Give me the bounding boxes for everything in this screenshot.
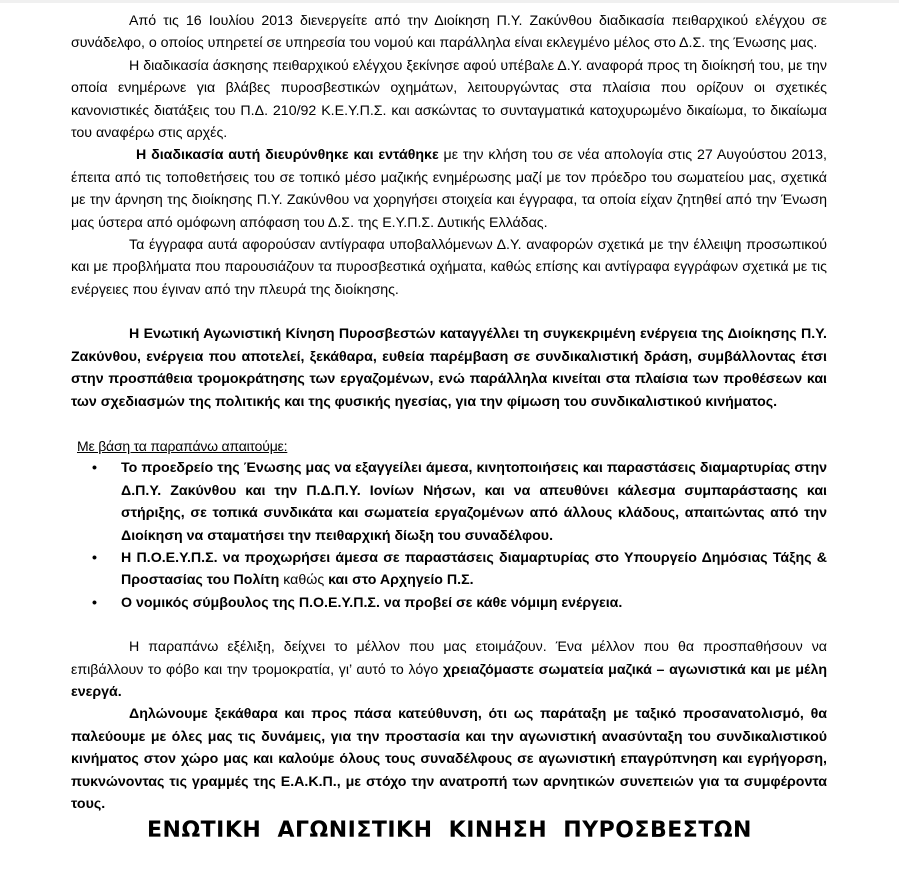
paragraph-declaration: Δηλώνουμε ξεκάθαρα και προς πάσα κατεύθυνση, ότι ως παράταξη με ταξικό προσανατολισμό, θα παλεύουμε με όλες μας τις δυνάμεις, για την προστασία και την αγωνιστική ανασύνταξη του συνδικαλιστικού κινήματος στον χώρο μας και καλούμε όλους τους συναδέλφους σε αγωνιστική επαγρύπνηση και εγρήγορση, πυκνώνοντας τις γραμμές της Ε.Α.Κ.Π., με στόχο την ανατροπή των αρνητικών συνεπειών για τα συμφέροντα τους.: [71, 706, 827, 812]
spacer: [71, 614, 827, 636]
demand-item: [71, 547, 827, 592]
paragraph-denunciation: Η Ενωτική Αγωνιστική Κίνηση Πυροσβεστών καταγγέλλει τη συγκεκριμένη ενέργεια της Διοίκησης Π.Υ. Ζακύνθου, ενέργεια που αποτελεί, ξεκάθαρα, ευθεία παρέμβαση σε συνδικαλιστική δράση, συμβάλλοντας έτσι στην προσπάθεια τρομοκράτησης των εργαζομένων, ενώ παράλληλα κινείται στα πλαίσια των προθέσεων και των σχεδιασμών της πολιτικής και της φυσικής ηγεσίας, για την φίμωση του συνδικαλιστικού κινήματος.: [71, 326, 827, 410]
demand-text: Η Π.Ο.Ε.Υ.Π.Σ. να προχωρήσει άμεσα σε παραστάσεις διαμαρτυρίας στο Υπουργείο Δημόσιας Τάξης & Προστασίας του Πολίτη: [121, 549, 827, 589]
bullet-icon: •: [92, 594, 97, 611]
paragraph-escalation: [71, 144, 827, 234]
paragraph-documents: Τα έγγραφα αυτά αφορούσαν αντίγραφα υποβαλλόμενων Δ.Υ. αναφορών σχετικά με την έλλειψη προσωπικού και με προβλήματα που παρουσιάζουν τα πυροσβεστικά οχήματα, καθώς επίσης και αντίγραφα εγγράφων σχετικά με τις ενέργειες που έγιναν από την πλευρά της διοίκησης.: [71, 237, 827, 298]
document-body: [71, 10, 827, 815]
paragraph-intro: Από τις 16 Ιουλίου 2013 διενεργείτε από την Διοίκηση Π.Υ. Ζακύνθου διαδικασία πειθαρχικού ελέγχου σε συνάδελφο, ο οποίος υπηρετεί σε υπηρεσία του νομού και παράλληλα είναι εκλεγμένο μέλος στο Δ.Σ. της Ένωσης μας.: [71, 13, 827, 52]
page-top-border: [0, 0, 899, 3]
bullet-icon: •: [92, 460, 97, 477]
demands-heading: Με βάση τα παραπάνω απαιτούμε:: [77, 437, 288, 454]
paragraph-future: [71, 636, 827, 703]
demand-item: [71, 457, 827, 547]
demand-text-normal: καθώς: [283, 572, 325, 589]
future-text: Η παραπάνω εξέλιξη, δείχνει το μέλλον που μας ετοιμάζουν. Ένα μέλλον που θα προσπαθήσουν να επιβάλλουν το φόβο και την τρομοκρατία, γι’ αυτό το λόγο: [71, 639, 827, 678]
demand-text: Ο νομικός σύμβουλος της Π.Ο.Ε.Υ.Π.Σ. να προβεί σε κάθε νόμιμη ενέργεια.: [121, 594, 623, 611]
demand-text: και στο Αρχηγείο Π.Σ.: [324, 572, 474, 589]
future-emphasis: χρειαζόμαστε σωματεία μαζικά – αγωνιστικά και με μέλη ενεργά.: [71, 661, 827, 700]
paragraph-disciplinary-start: Η διαδικασία άσκησης πειθαρχικού ελέγχου ξεκίνησε αφού υπέβαλε Δ.Υ. αναφορά προς τη διοίκησή του, με την οποία ενημέρωνε για βλάβες πυροσβεστικών οχημάτων, λειτουργώντας στα πλαίσια που ορίζουν οι σχετικές κανονιστικές διατάξεις του Π.Δ. 210/92 Κ.Ε.Υ.Π.Σ. και ασκώντας το συνταγματικά κατοχυρωμένο δικαίωμα, το δικαίωμα του αναφέρω στις αρχές.: [71, 57, 827, 142]
spacer: [71, 413, 827, 435]
escalation-emphasis: Η διαδικασία αυτή διευρύνθηκε και εντάθηκε: [136, 147, 439, 164]
demands-list: [71, 457, 827, 614]
demand-item: [71, 592, 827, 614]
spacer: [71, 301, 827, 323]
demand-text: Το προεδρείο της Ένωσης μας να εξαγγείλει άμεσα, κινητοποιήσεις και παραστάσεις διαμαρτυρίας στην Δ.Π.Υ. Ζακύνθου και την Π.Δ.Π.Υ. Ιονίων Νήσων, και να απευθύνει κάλεσμα συμπαράστασης και στήριξης, σε τοπικά συνδικάτα και σωματεία εργαζομένων από άλλους κλάδους, απαιτώντας από την Διοίκηση να σταματήσει την πειθαρχική δίωξη του συναδέλφου.: [121, 460, 827, 544]
bullet-icon: •: [92, 549, 97, 566]
signature-title: ΕΝΩΤΙΚΗ ΑΓΩΝΙΣΤΙΚΗ ΚΙΝΗΣΗ ΠΥΡΟΣΒΕΣΤΩΝ: [147, 818, 752, 843]
escalation-text: με την κλήση του σε νέα απολογία στις 27 Αυγούστου 2013, έπειτα από τις τοποθετήσεις του σε τοπικό μέσο μαζικής ενημέρωσης μαζί με τον πρόεδρο του σωματείου μας, σχετικά με την άρνηση της διοίκησης Π.Υ. Ζακύνθου να χορηγήσει στοιχεία και έγγραφα, τα οποία είχαν ζητηθεί από την Ένωση μας ύστερα από ομόφωνη απόφαση του Δ.Σ. της Ε.Υ.Π.Σ. Δυτικής Ελλάδας.: [71, 147, 827, 231]
